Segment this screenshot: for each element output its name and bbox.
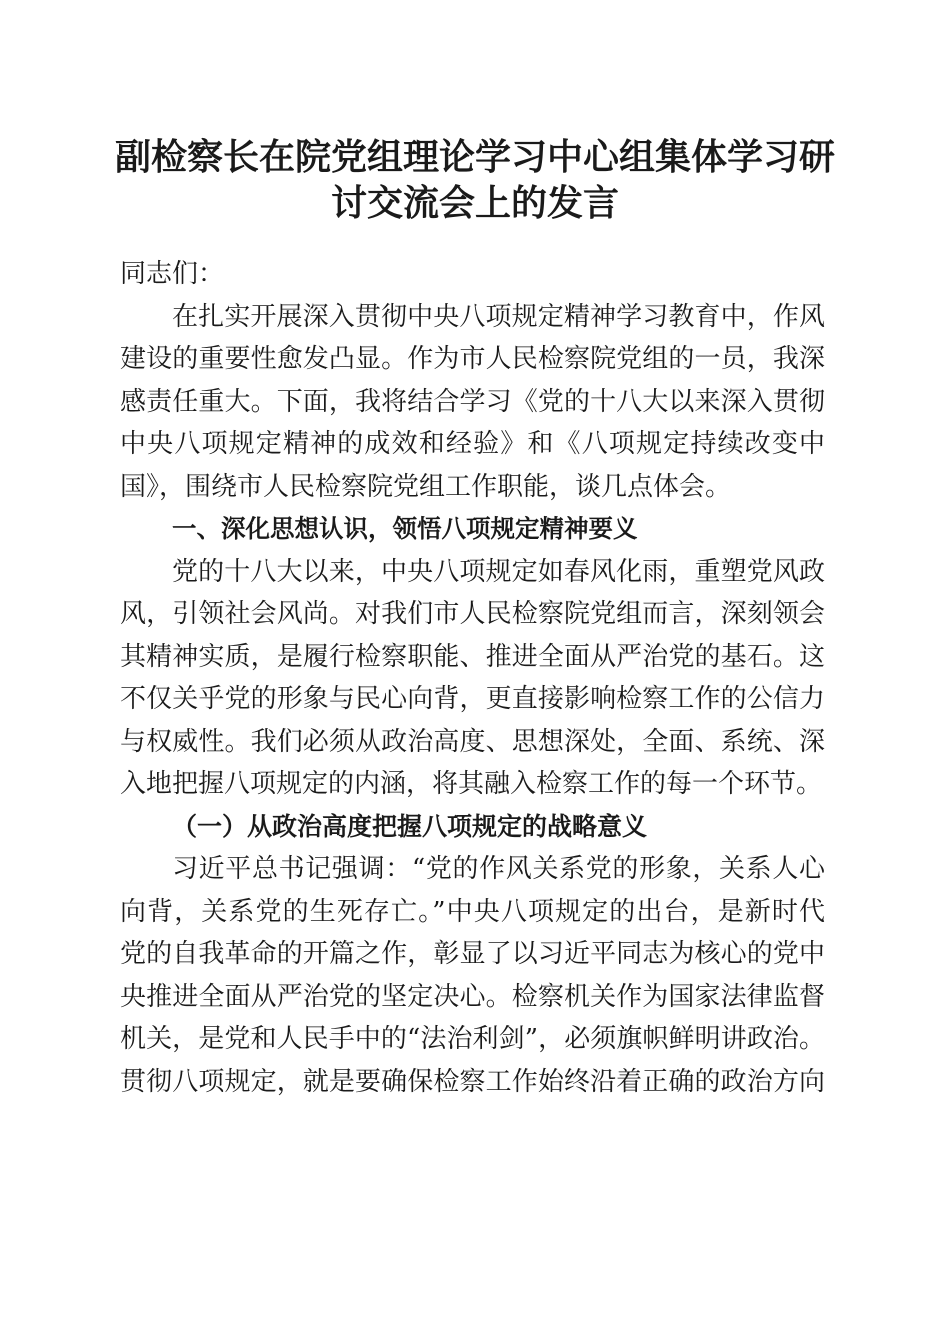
title-line-2: 讨交流会上的发言: [330, 182, 619, 224]
paragraph-line: 国》，围绕市人民检察院党组工作职能，谈几点体会。: [120, 471, 732, 502]
paragraph-line: 风，引领社会风尚。对我们市人民检察院党组而言，深刻领会: [120, 599, 825, 629]
title-line-1: 副检察长在院党组理论学习中心组集体学习研: [114, 136, 835, 178]
greeting: 同志们：: [120, 259, 225, 289]
section-heading: 一、深化思想认识，领悟八项规定精神要义: [172, 514, 638, 543]
paragraph-line: 建设的重要性愈发凸显。作为市人民检察院党组的一员，我深: [120, 344, 825, 374]
paragraph-line: 不仅关乎党的形象与民心向背，更直接影响检察工作的公信力: [120, 684, 825, 714]
subsection-heading: （一）从政治高度把握八项规定的战略意义: [172, 811, 648, 841]
paragraph-line: 中央八项规定精神的成效和经验》和《八项规定持续改变中: [120, 429, 825, 459]
paragraph-line: 在扎实开展深入贯彻中央八项规定精神学习教育中，作风: [172, 301, 825, 332]
document-title: [100, 134, 850, 226]
paragraph-line: 其精神实质，是履行检察职能、推进全面从严治党的基石。这: [120, 641, 825, 672]
paragraph-line: 机关，是党和人民手中的“法治利剑”，必须旗帜鲜明讲政治。: [120, 1024, 825, 1054]
document-body: [120, 253, 825, 1103]
paragraph-line: 感责任重大。下面，我将结合学习《党的十八大以来深入贯彻: [120, 386, 825, 417]
paragraph-line: 向背，关系党的生死存亡。”中央八项规定的出台，是新时代: [120, 896, 825, 927]
paragraph-line: 习近平总书记强调：“党的作风关系党的形象，关系人心: [172, 854, 825, 884]
paragraph-line: 党的自我革命的开篇之作，彰显了以习近平同志为核心的党中: [120, 939, 825, 969]
paragraph-line: 央推进全面从严治党的坚定决心。检察机关作为国家法律监督: [120, 981, 825, 1012]
paragraph-line: 贯彻八项规定，就是要确保检察工作始终沿着正确的政治方向: [120, 1066, 825, 1097]
paragraph-line: 入地把握八项规定的内涵，将其融入检察工作的每一个环节。: [120, 769, 823, 799]
paragraph-line: 与权威性。我们必须从政治高度、思想深处，全面、系统、深: [120, 726, 825, 757]
paragraph-line: 党的十八大以来，中央八项规定如春风化雨，重塑党风政: [172, 556, 825, 587]
